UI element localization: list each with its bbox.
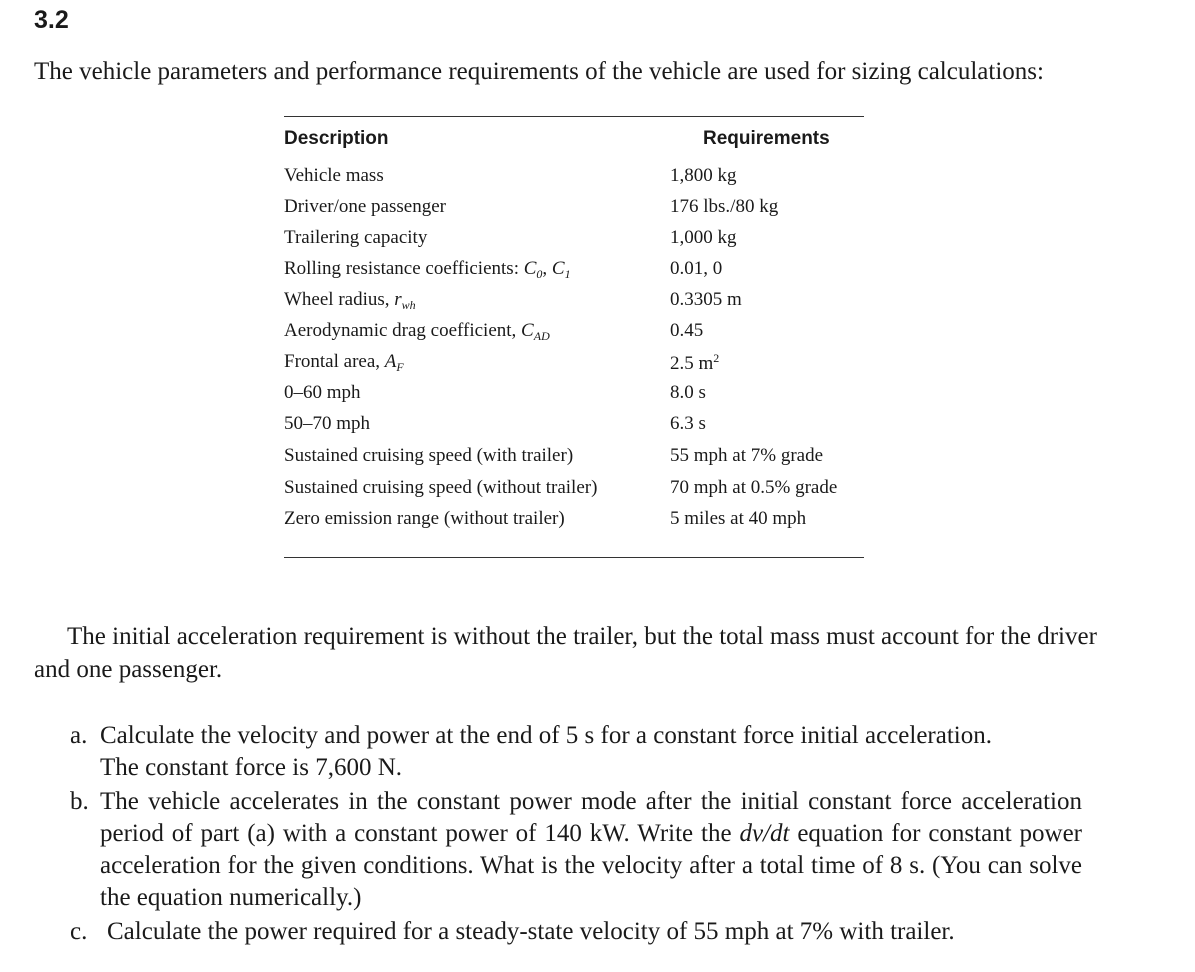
row-description: Sustained cruising speed (with trailer) (284, 445, 574, 466)
row-description: Trailering capacity (284, 227, 428, 248)
table-row (0, 508, 1195, 539)
intro-text: The vehicle parameters and performance requirements of the vehicle are used for sizing calculations: (34, 58, 1044, 85)
row-requirement: 6.3 s (670, 413, 706, 434)
table-bottom-rule (284, 557, 864, 558)
header-requirements: Requirements (703, 128, 830, 149)
row-description: 50–70 mph (284, 413, 371, 434)
section-number: 3.2 (34, 6, 69, 34)
question-text: The vehicle accelerates in the constant power mode after the initial constant force acceleration period of part (a) with a constant power of 140 kW. Write the dv/dt equation for constant power acceleration for the given conditions. What is the velocity after a total time of 8 s. (You can solve the equation numerically.) (100, 788, 1082, 911)
row-description: Vehicle mass (284, 165, 384, 186)
table-row (0, 227, 1195, 258)
table-row (0, 165, 1195, 196)
header-description: Description (284, 128, 389, 149)
question-label: b. (70, 788, 89, 815)
table-row (0, 382, 1195, 413)
table-row (0, 196, 1195, 227)
row-requirement: 0.3305 m (670, 289, 742, 310)
question-text: Calculate the velocity and power at the end of 5 s for a constant force initial acceleration. The constant force is 7,600 N. (100, 722, 992, 781)
row-requirement: 0.01, 0 (670, 258, 723, 279)
row-description: Wheel radius, $r_{wh}$ (284, 289, 416, 312)
row-requirement: 8.0 s (670, 382, 706, 403)
row-description: Zero emission range (without trailer) (284, 508, 565, 529)
row-description: Driver/one passenger (284, 196, 446, 217)
row-requirement: 55 mph at 7% grade (670, 445, 824, 466)
table-row (0, 289, 1195, 320)
question-text: Calculate the power required for a steady-state velocity of 55 mph at 7% with trailer. (107, 918, 955, 945)
row-description: Frontal area, $A_F$ (284, 351, 404, 374)
row-description: 0–60 mph (284, 382, 361, 403)
row-description: Rolling resistance coefficients: $C_0$, $C_1$ (284, 258, 571, 281)
row-requirement: 5 miles at 40 mph (670, 508, 807, 529)
row-requirement: 0.45 (670, 320, 704, 341)
table-row (0, 413, 1195, 444)
row-requirement: 1,800 kg (670, 165, 737, 186)
table-row (0, 258, 1195, 289)
row-description: Aerodynamic drag coefficient, $C_{AD}$ (284, 320, 550, 343)
question-label: c. (70, 918, 88, 945)
table-row (0, 477, 1195, 508)
body-paragraph: The initial acceleration requirement is without the trailer, but the total mass must account for the driver and one passenger. (34, 623, 1097, 683)
row-requirement: 2.5 $m^2$ (670, 351, 720, 374)
table-row (0, 320, 1195, 351)
row-description: Sustained cruising speed (without trailer) (284, 477, 598, 498)
row-requirement: 70 mph at 0.5% grade (670, 477, 838, 498)
row-requirement: 1,000 kg (670, 227, 737, 248)
row-requirement: 176 lbs./80 kg (670, 196, 779, 217)
table-row (0, 445, 1195, 476)
question-label: a. (70, 722, 88, 749)
table-row (0, 351, 1195, 382)
table-top-rule (284, 116, 864, 117)
